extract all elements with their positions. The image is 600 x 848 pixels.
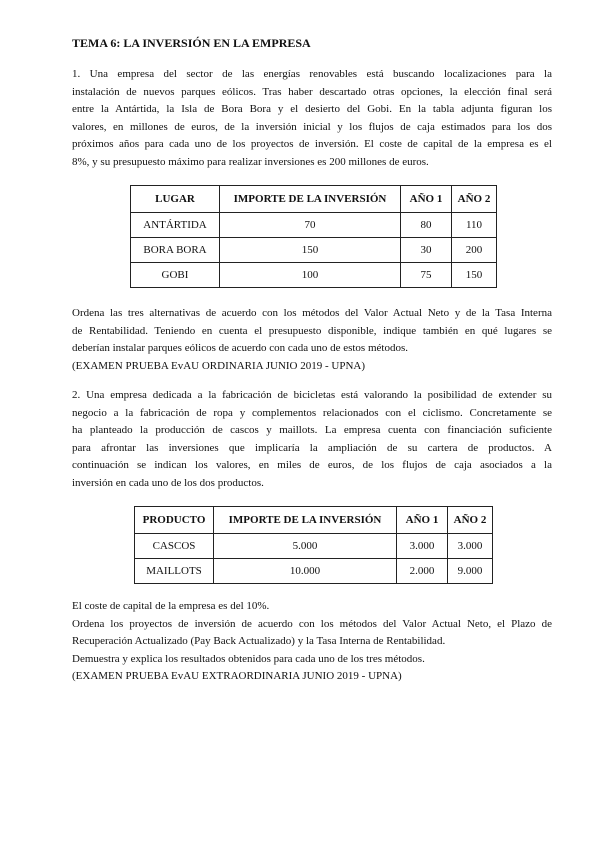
table-cell: 30 [401, 238, 452, 263]
table-cell: 110 [452, 213, 497, 238]
table-row [135, 559, 493, 584]
table-cell: ANTÁRTIDA [131, 213, 220, 238]
exam-source: (EXAMEN PRUEBA EvAU EXTRAORDINARIA JUNIO 2019 - UPNA) [72, 670, 402, 682]
exercise-2-question [72, 598, 552, 686]
table-cell: 200 [452, 238, 497, 263]
text-line: El coste de capital de la empresa es del 10%. [72, 600, 270, 612]
table-cell: BORA BORA [131, 238, 220, 263]
text-line: instalación de nuevos parques eólicos. Tras haber descartado otras opciones, la elección final será [72, 85, 552, 98]
table-cell: 150 [452, 263, 497, 288]
table-cell: 3.000 [448, 534, 493, 559]
page-title: TEMA 6: LA INVERSIÓN EN LA EMPRESA [72, 36, 311, 50]
column-header: IMPORTE DE LA INVERSIÓN [220, 186, 401, 213]
table-cell: GOBI [131, 263, 220, 288]
text-line: deberían instalar parques eólicos de acuerdo con cada uno de estos métodos. [72, 342, 408, 354]
table-cell: 10.000 [214, 559, 397, 584]
table-cell: MAILLOTS [135, 559, 214, 584]
table-cell: 75 [401, 263, 452, 288]
text-line: para afrontar las inversiones que implicaría la ampliación de su cartera de productos. A [72, 441, 552, 454]
text-line: Recuperación Actualizado (Pay Back Actualizado) y la Tasa Interna de Rentabilidad. [72, 635, 446, 647]
column-header: IMPORTE DE LA INVERSIÓN [214, 507, 397, 534]
text-line: inversión en cada uno de los dos productos. [72, 476, 264, 489]
text-line: ha planteado la producción de cascos y maillots. La empresa cuenta con financiación suficiente [72, 424, 552, 436]
table-cell: 3.000 [397, 534, 448, 559]
locations-table [130, 185, 497, 288]
text-line: valores, en millones de euros, de la inversión inicial y los flujos de caja estimados para los dos [72, 120, 552, 133]
text-line: 8%, y su presupuesto máximo para realizar inversiones es 200 millones de euros. [72, 155, 429, 168]
text-line: Ordena los proyectos de inversión de acuerdo con los métodos del Valor Actual Neto, el Plazo de [72, 617, 552, 630]
exercise-1-statement [72, 66, 552, 171]
column-header: AÑO 2 [452, 186, 497, 213]
text-line: Demuestra y explica los resultados obtenidos para cada uno de los tres métodos. [72, 652, 425, 665]
table-cell: 5.000 [214, 534, 397, 559]
table-cell: 2.000 [397, 559, 448, 584]
exercise-1-question [72, 305, 552, 375]
text-line: continuación se indican los valores, en miles de euros, de los flujos de caja asociados a la [72, 459, 552, 471]
table-header-row [135, 507, 493, 534]
table-row [131, 238, 497, 263]
table-cell: CASCOS [135, 534, 214, 559]
table-cell: 150 [220, 238, 401, 263]
products-table [134, 506, 493, 584]
column-header: AÑO 1 [397, 507, 448, 534]
column-header: AÑO 2 [448, 507, 493, 534]
text-line: de Rentabilidad. Teniendo en cuenta el presupuesto disponible, indique también en qué lugares se [72, 324, 552, 337]
exam-source: (EXAMEN PRUEBA EvAU ORDINARIA JUNIO 2019 - UPNA) [72, 359, 366, 372]
table-row [135, 534, 493, 559]
column-header: PRODUCTO [135, 507, 214, 534]
column-header: AÑO 1 [401, 186, 452, 213]
text-line: Ordena las tres alternativas de acuerdo con los métodos del Valor Actual Neto y de la Tasa Interna [72, 307, 552, 319]
table-cell: 80 [401, 213, 452, 238]
text-line: 1. Una empresa del sector de las energías renovables está buscando localizaciones para la [72, 68, 552, 80]
table-header-row [131, 186, 497, 213]
table-cell: 70 [220, 213, 401, 238]
text-line: 2. Una empresa dedicada a la fabricación de bicicletas está valorando la posibilidad de extender su [72, 389, 552, 401]
table-row [131, 263, 497, 288]
text-line: negocio a la fabricación de ropa y complementos relacionados con el ciclismo. Concretamente se [72, 406, 552, 419]
column-header: LUGAR [131, 186, 220, 213]
text-line: próximos años para cada uno de los proyectos de inversión. El coste de capital de la empresa es el [72, 138, 552, 150]
text-line: entre la Antártida, la Isla de Bora Bora y el desierto del Gobi. En la tabla adjunta figuran los [72, 103, 552, 115]
table-row [131, 213, 497, 238]
table-cell: 9.000 [448, 559, 493, 584]
table-cell: 100 [220, 263, 401, 288]
exercise-2-statement [72, 387, 552, 492]
